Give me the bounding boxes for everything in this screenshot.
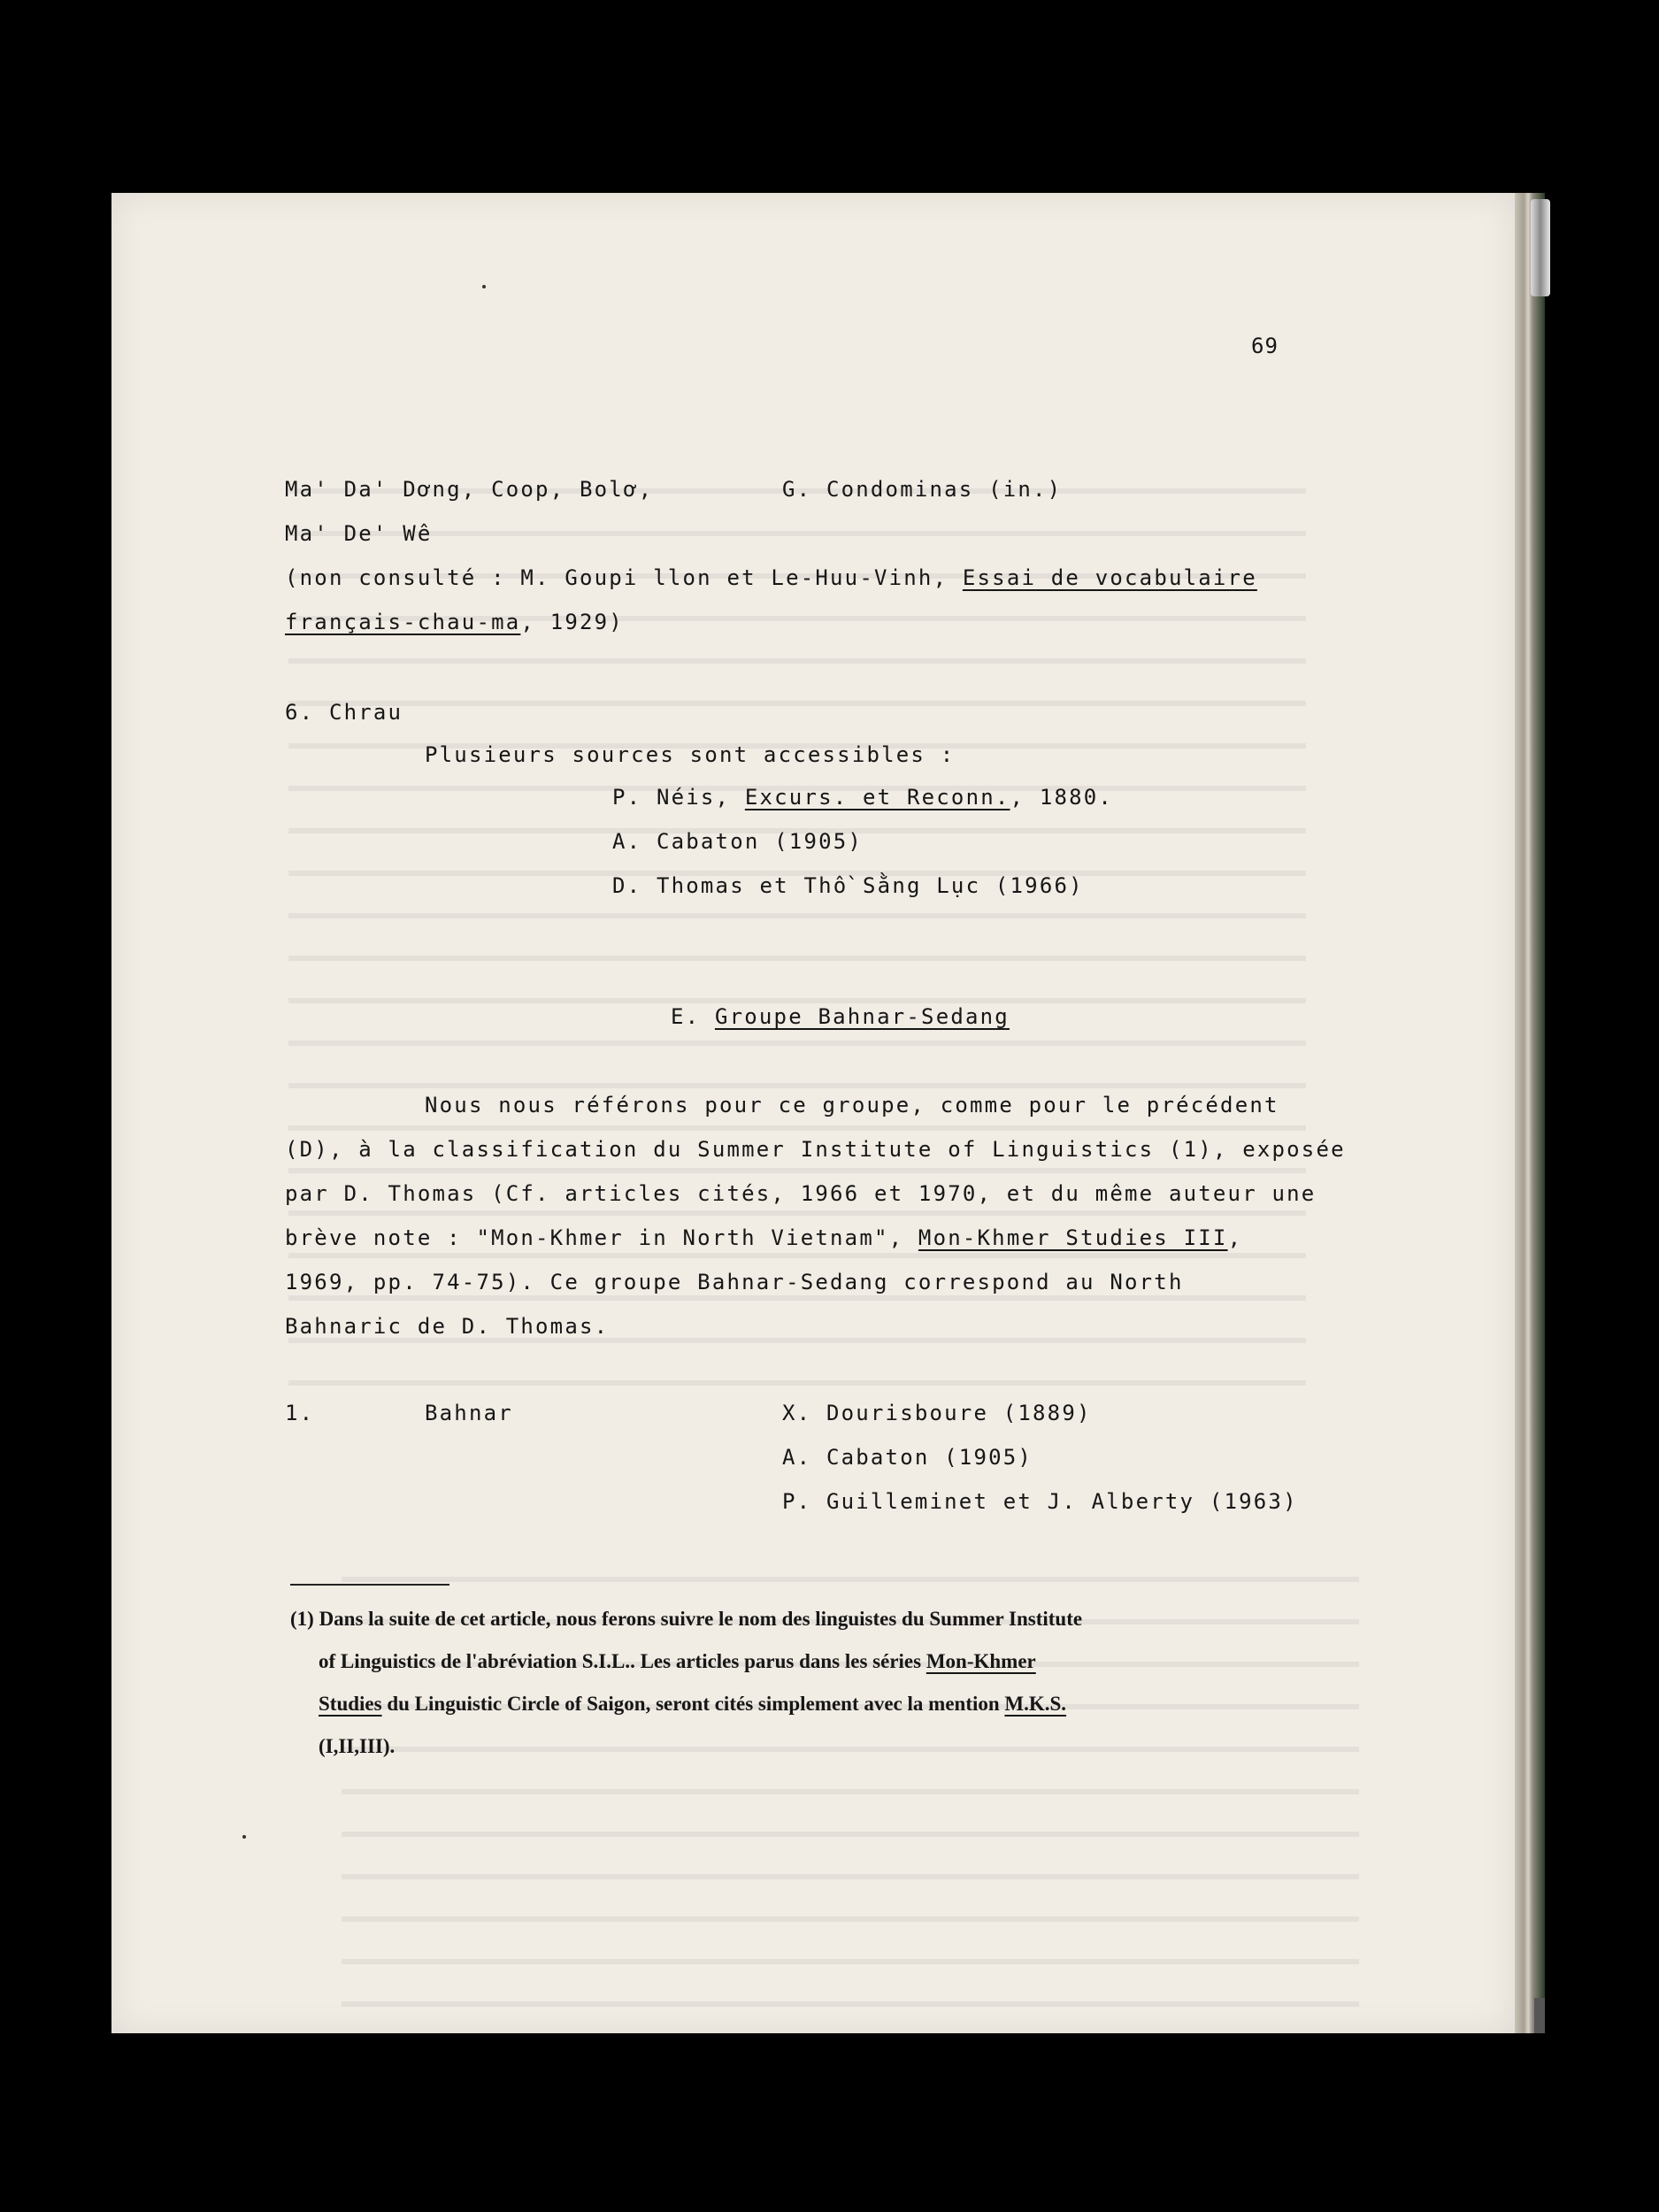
paragraph-line-4-text: brève note : "Mon-Khmer in North Vietnam",: [285, 1225, 918, 1250]
chrau-source-thomas: D. Thomas et Thồ Sằng Lục (1966): [612, 873, 1084, 898]
entry-ma-da-dong: Ma' Da' Dơng, Coop, Bolơ,: [285, 477, 654, 502]
edge-mark: [1534, 1998, 1545, 2033]
footnote-line-3: [319, 1692, 1066, 1717]
entry-ma-de-we: Ma' De' Wê: [285, 521, 433, 546]
bahnar-name: Bahnar: [425, 1401, 513, 1425]
chrau-source-neis: [612, 784, 1113, 810]
entry-non-consulte: [285, 565, 1257, 591]
paragraph-line-6: Bahnaric de D. Thomas.: [285, 1314, 610, 1339]
non-consulte-text: (non consulté : M. Goupi llon et Le-Huu-Vinh,: [285, 565, 963, 590]
footnote-line-1: (1) Dans la suite de cet article, nous ferons suivre le nom des linguistes du Summer Institute: [290, 1608, 1083, 1630]
francais-chau-ma-year: , 1929): [520, 610, 624, 634]
footnote-mon-khmer: Mon-Khmer: [926, 1650, 1036, 1672]
footnote-mks: M.K.S.: [1004, 1693, 1067, 1715]
paragraph-line-5: 1969, pp. 74-75). Ce groupe Bahnar-Sedang correspond au North: [285, 1270, 1184, 1294]
chrau-intro: Plusieurs sources sont accessibles :: [425, 742, 956, 767]
footnote-rule: [290, 1584, 449, 1586]
footnote-line-4: (I,II,III).: [319, 1735, 396, 1757]
section-e-prefix: E.: [671, 1004, 715, 1029]
section-e-heading: [671, 1003, 1010, 1030]
paragraph-line-1: Nous nous référons pour ce groupe, comme pour le précédent: [425, 1093, 1279, 1118]
heading-chrau: 6. Chrau: [285, 700, 403, 725]
chrau-source-cabaton: A. Cabaton (1905): [612, 829, 864, 854]
footnote-line-2-text: of Linguistics de l'abréviation S.I.L.. Les articles parus dans les séries: [319, 1650, 926, 1672]
neis-year: , 1880.: [1010, 785, 1114, 810]
neis-title: Excurs. et Reconn.: [744, 785, 1010, 810]
entry-francais-chau-ma: [285, 609, 624, 635]
paragraph-line-2: (D), à la classification du Summer Institute of Linguistics (1), exposée: [285, 1137, 1346, 1162]
entry-condominas: G. Condominas (in.): [782, 477, 1063, 502]
footnote-studies: Studies: [319, 1693, 382, 1715]
paragraph-line-4-comma: ,: [1227, 1225, 1243, 1250]
footnote-line-3-text: du Linguistic Circle of Saigon, seront cités simplement avec la mention: [381, 1693, 1005, 1715]
essai-title: Essai de vocabulaire: [962, 565, 1257, 590]
page-number: 69: [1251, 334, 1279, 358]
paragraph-line-3: par D. Thomas (Cf. articles cités, 1966 et 1970, et du même auteur une: [285, 1181, 1317, 1206]
binder-clip: [1531, 199, 1550, 296]
section-e-title: Groupe Bahnar-Sedang: [714, 1004, 1010, 1029]
bahnar-source-guilleminet: P. Guilleminet et J. Alberty (1963): [782, 1489, 1298, 1514]
bahnar-source-cabaton: A. Cabaton (1905): [782, 1445, 1033, 1470]
speck-top: [482, 285, 486, 288]
paragraph-line-4: [285, 1225, 1242, 1251]
neis-author: P. Néis,: [612, 785, 745, 810]
bahnar-source-dourisboure: X. Dourisboure (1889): [782, 1401, 1092, 1425]
francais-chau-ma-title: français-chau-ma: [285, 610, 521, 634]
bahnar-number: 1.: [285, 1401, 315, 1425]
page-stack-edge: [1515, 193, 1545, 2033]
speck-bottom: [242, 1835, 246, 1839]
mks-iii-title: Mon-Khmer Studies III: [918, 1225, 1228, 1250]
footnote-line-2: [319, 1649, 1036, 1674]
